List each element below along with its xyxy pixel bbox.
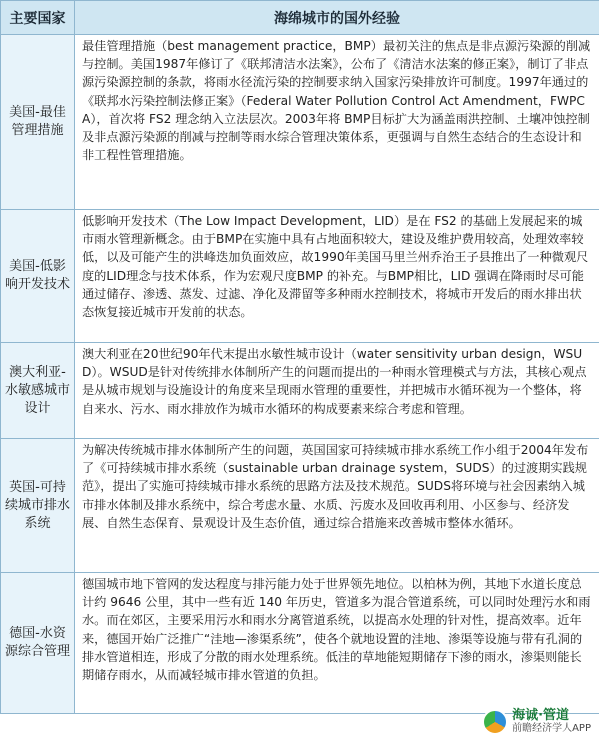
table-header-row xyxy=(1,1,599,35)
table-row xyxy=(1,210,599,343)
experience-cell: 澳大利亚在20世纪90年代末提出水敏性城市设计（water sensitivity urban design，WSUD）。WSUD是针对传统排水体制所产生的问题而提出的一种雨水管理模式与方法，其核心观点是从城市规划与设施设计的角度来呈现雨水管理的重要性，并把城市水循环视为一个整体，将自来水、污水、雨水排放作为城市水循环的构成要素来综合考虑和管理。 xyxy=(75,343,599,439)
table-row xyxy=(1,573,599,714)
logo-brand: 海诚·管道 xyxy=(512,708,570,723)
experience-cell: 最佳管理措施（best management practice，BMP）最初关注的焦点是非点源污染源的削减与控制。美国1987年修订了《联邦清洁水法案》，公布了《清洁水法案的修正案》，制订了非点源污染源控制的条款，将雨水径流污染的控制要求纳入国家污染排放许可制度。1997年通过的《联邦水污染控制法修正案》（Federal Water Pollution Control Act Amendment，FWPCA），首次将 FS2 理念纳入立法层次。2003年将 BMP目标扩大为涵盖雨洪控制、土壤冲蚀控制及非点源污染源的削减与控制等雨水综合管理决策体系，更强调与自然生态结合的生态设计和非工程性管理措施。 xyxy=(75,35,599,210)
country-cell: 德国-水资源综合管理 xyxy=(1,573,75,714)
experience-cell: 为解决传统城市排水体制所产生的问题，英国国家可持续城市排水系统工作小组于2004年发布了《可持续城市排水系统（sustainable urban drainage system，SUDS）的过渡期实践规范》，提出了实施可持续城市排水系统的思路方法及技术规范。SUDS将环境与社会因素纳入城市排水体制及排水系统中，综合考虑水量、水质、污废水及回收再利用、小区参与、经济发展、自然生态保育、景观设计及生态价值，通过综合措施来改善城市整体水循环。 xyxy=(75,439,599,573)
header-country: 主要国家 xyxy=(1,1,75,35)
logo-icon xyxy=(482,709,508,735)
experience-cell: 德国城市地下管网的发达程度与排污能力处于世界领先地位。以柏林为例，其地下水道长度总计约 9646 公里，其中一些有近 140 年历史，管道多为混合管道系统，可以同时处理污水和雨水。而在郊区，主要采用污水和雨水分离管道系统，以提高水处理的针对性，提高效率。近年来，德国开始广泛推广“洼地—渗渠系统”，使各个就地设置的洼地、渗渠等设施与带有孔洞的排水管道相连，形成了分散的雨水处理系统。低洼的草地能短期储存下渗的雨水，渗渠则能长期储存雨水，从而减轻城市排水管道的负担。 xyxy=(75,573,599,714)
table-row xyxy=(1,35,599,210)
country-cell: 澳大利亚-水敏感城市设计 xyxy=(1,343,75,439)
experience-cell: 低影响开发技术（The Low Impact Development，LID）是在 FS2 的基础上发展起来的城市雨水管理新概念。由于BMP在实施中具有占地面积较大，建设及维护费用较高，处理效率较低，以及可能产生的洪峰迭加负面效应，故1990年美国马里兰州乔治王子县推出了一种微观尺度的LID理念与技术体系，作为宏观尺度BMP 的补充。与BMP相比，LID 强调在降雨时尽可能通过储存、渗透、蒸发、过滤、净化及滞留等多种雨水控制技术，将城市开发后的雨水排出状态恢复接近城市开发前的状态。 xyxy=(75,210,599,343)
logo-text xyxy=(512,709,591,735)
country-cell: 美国-低影响开发技术 xyxy=(1,210,75,343)
table-row xyxy=(1,439,599,573)
logo-subtitle: 前瞻经济学人APP xyxy=(512,723,591,734)
country-cell: 美国-最佳管理措施 xyxy=(1,35,75,210)
header-experience: 海绵城市的国外经验 xyxy=(75,1,599,35)
country-cell: 英国-可持续城市排水系统 xyxy=(1,439,75,573)
table-row xyxy=(1,343,599,439)
brand-logo xyxy=(482,709,591,735)
